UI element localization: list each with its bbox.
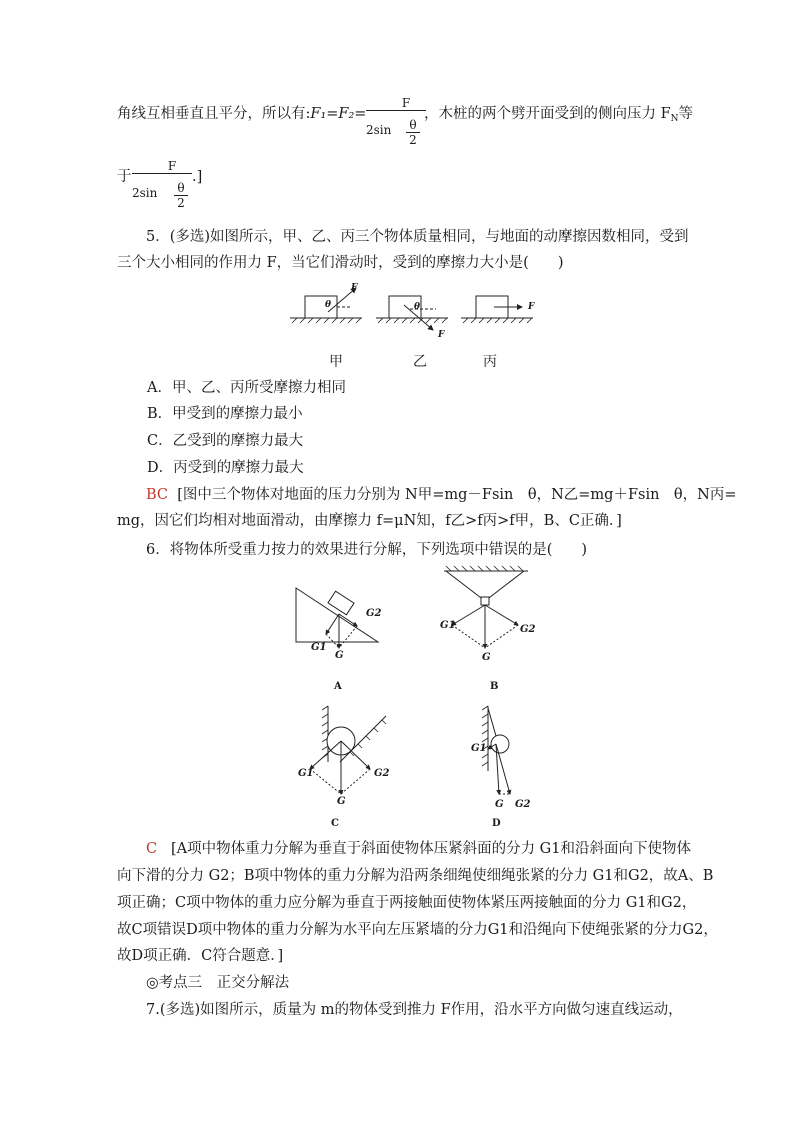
fig-c-ball <box>310 706 386 794</box>
a-g-label: G <box>335 650 344 661</box>
caption-b: B <box>490 681 499 692</box>
d-g1-label <box>471 743 487 754</box>
frac-numerator: F <box>167 159 177 173</box>
q5-option-a: A．甲、乙、丙所受摩擦力相同 <box>147 380 346 396</box>
c-g2-label <box>374 768 390 779</box>
q5-stem-line2: 三个大小相同的作用力 F，当它们滑动时，受到的摩擦力大小是( ) <box>117 255 564 271</box>
q6-explain1-text: [A项中物体重力分解为垂直于斜面使物体压紧斜面的分力 G1和沿斜面向下使物体 <box>170 841 691 857</box>
q5-option-d: D．丙受到的摩擦力最大 <box>147 460 304 476</box>
q5-stem-line1: 5．(多选)如图所示，甲、乙、丙三个物体质量相同，与地面的动摩擦因数相同，受到 <box>146 229 689 245</box>
g2-text: G2 <box>366 608 382 619</box>
q5-figure <box>0 282 794 342</box>
fig-yi <box>376 296 448 330</box>
b-g1-label <box>440 620 456 631</box>
q6-figures <box>0 566 794 836</box>
q6-explain-line4: 故C项错误D项中物体的重力分解为水平向左压紧墙的分力G1和沿绳向下使绳张紧的分力G2， <box>117 922 718 938</box>
g2-text: G2 <box>374 768 390 779</box>
half-denominator: 2 <box>406 132 420 147</box>
q5-explain-line1 <box>146 485 737 505</box>
caption-a: A <box>334 681 342 692</box>
q6-explain-line5: 故D项正确．C符合题意．] <box>117 948 284 964</box>
q4-text-b: ，木桩的两个劈开面受到的侧向压力 F <box>424 106 671 122</box>
q6-explain-line2: 向下滑的分力 G2；B项中物体的重力分解为沿两条细绳使细绳张紧的分力 G1和G2，故A、B <box>117 868 714 884</box>
theta-symbol: θ <box>177 181 185 195</box>
q6-explain-line3: 项正确；C项中物体的重力应分解为垂直于两接触面使物体紧压两接触面的分力 G1和G2， <box>117 895 697 911</box>
q4-force-eq: F₁=F₂= <box>310 106 367 122</box>
q7-stem: 7.(多选)如图所示，质量为 m的物体受到推力 F作用，沿水平方向做匀速直线运动， <box>146 1002 683 1018</box>
fig-label-bing: 丙 <box>483 353 497 369</box>
q5-explain1-text: [图中三个物体对地面的压力分别为 N甲=mg－Fsin θ，N乙=mg＋Fsin θ，N丙= <box>177 487 737 503</box>
fig-bing <box>461 296 533 323</box>
g1-text: G1 <box>440 620 456 631</box>
q4-text-d: 于 <box>117 169 132 185</box>
q4-line2 <box>117 167 132 187</box>
q4-text-c: 等 <box>678 106 694 122</box>
q4-half-theta-2 <box>174 181 188 210</box>
q6-explain-line1 <box>146 839 691 859</box>
section-heading: ◎考点三 正交分解法 <box>146 975 290 991</box>
frac-denominator: 2sin <box>132 173 192 200</box>
fig-label-jia: 甲 <box>329 353 343 369</box>
q4-line1-tail <box>424 104 693 129</box>
frac-numerator: F <box>401 96 411 110</box>
q5-answer: BC <box>146 487 169 503</box>
c-g-label: G <box>337 796 346 807</box>
a-g2-label <box>366 608 382 619</box>
caption-c: C <box>331 818 339 829</box>
g2-text: G2 <box>520 624 536 635</box>
theta-symbol: θ <box>409 118 417 132</box>
g1-text: G1 <box>298 768 314 779</box>
a-g1-label <box>311 642 327 653</box>
q4-text-a: 角线互相垂直且平分，所以有: <box>117 106 311 122</box>
q5-option-b: B．甲受到的摩擦力最小 <box>147 406 303 422</box>
half-denominator: 2 <box>174 195 188 210</box>
yi-angle-label: θ <box>414 302 421 312</box>
q4-line1 <box>117 104 366 124</box>
jia-force-label: F <box>351 283 358 293</box>
g1-text: G1 <box>311 642 327 653</box>
d-g2-label <box>515 799 531 810</box>
fn-subscript: N <box>670 114 679 124</box>
yi-force-label: F <box>438 330 445 340</box>
jia-angle-label: θ <box>325 300 332 310</box>
q5-explain-line2: mg，因它们均相对地面滑动，由摩擦力 f=μN知，f乙>f丙>f甲，B、C正确．] <box>117 513 622 529</box>
c-g1-label <box>298 768 314 779</box>
q4-line2-tail <box>192 167 202 187</box>
bing-force-label: F <box>528 302 535 312</box>
caption-d: D <box>492 818 501 829</box>
q6-answer: C <box>146 841 158 857</box>
g2-text: G2 <box>515 799 531 810</box>
frac-denominator: 2sin <box>366 123 392 137</box>
q5-option-c: C．乙受到的摩擦力最大 <box>147 433 304 449</box>
q6-stem: 6．将物体所受重力按力的效果进行分解，下列选项中错误的是( ) <box>146 542 588 558</box>
d-g-label: G <box>495 799 504 810</box>
b-g2-label <box>520 624 536 635</box>
q4-text-e: .] <box>192 169 203 185</box>
fig-b-ropes <box>444 566 528 648</box>
q4-half-theta-1 <box>406 118 420 147</box>
b-g-label: G <box>482 652 491 663</box>
fig-label-yi: 乙 <box>413 353 427 369</box>
g1-text: G1 <box>471 743 487 754</box>
